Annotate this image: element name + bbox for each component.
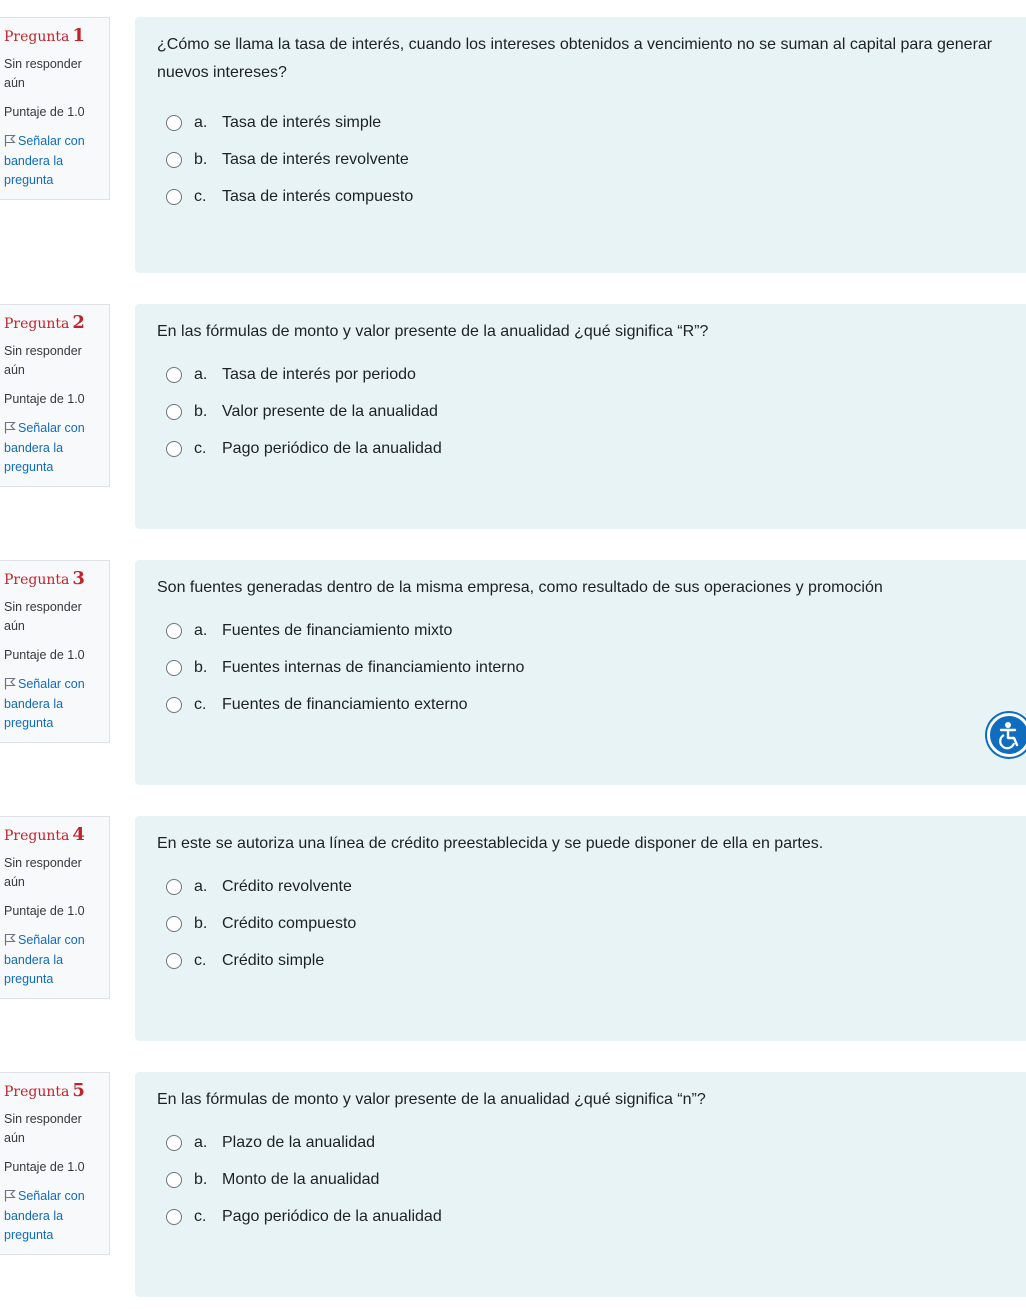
question-info: [0, 560, 110, 743]
question-number: 5: [72, 1080, 85, 1101]
flag-question-link[interactable]: Señalar con bandera la pregunta: [4, 134, 85, 187]
radio-button[interactable]: [166, 879, 182, 895]
radio-button[interactable]: [166, 367, 182, 383]
question-info: [0, 1072, 110, 1255]
answer-option-c[interactable]: c. Pago periódico de la anualidad: [166, 438, 1016, 475]
question-info: [0, 17, 110, 200]
question-state: Sin responder aún: [4, 600, 82, 633]
flag-question-link[interactable]: Señalar con bandera la pregunta: [4, 1189, 85, 1242]
question-title: Pregunta 2: [4, 312, 85, 333]
question-number: 1: [72, 25, 85, 46]
answer-option-a[interactable]: a. Tasa de interés simple: [166, 112, 1016, 149]
radio-button[interactable]: [166, 189, 182, 205]
radio-button[interactable]: [166, 623, 182, 639]
answer-option-b[interactable]: b. Fuentes internas de financiamiento interno: [166, 657, 1016, 694]
answer-option-a[interactable]: a. Plazo de la anualidad: [166, 1132, 1016, 1169]
answer-list: [166, 112, 1016, 223]
question-content: [135, 560, 1026, 785]
radio-button[interactable]: [166, 404, 182, 420]
question-title: Pregunta 5: [4, 1080, 85, 1101]
flag-question-link[interactable]: Señalar con bandera la pregunta: [4, 933, 85, 986]
question-content: [135, 816, 1026, 1041]
question-info: [0, 816, 110, 999]
answer-list: [166, 364, 1016, 475]
question-content: [135, 304, 1026, 529]
question-state: Sin responder aún: [4, 344, 82, 377]
question-content: [135, 1072, 1026, 1297]
question-title: Pregunta 4: [4, 824, 85, 845]
radio-button[interactable]: [166, 441, 182, 457]
answer-option-b[interactable]: b. Crédito compuesto: [166, 913, 1016, 950]
question-number: 4: [72, 824, 85, 845]
answer-option-b[interactable]: b. Monto de la anualidad: [166, 1169, 1016, 1206]
answer-option-a[interactable]: a. Tasa de interés por periodo: [166, 364, 1016, 401]
question-text: En este se autoriza una línea de crédito preestablecida y se puede disponer de ella en partes.: [157, 835, 824, 852]
question-content: [135, 17, 1026, 273]
answer-option-c[interactable]: c. Crédito simple: [166, 950, 1016, 987]
answer-option-c[interactable]: c. Tasa de interés compuesto: [166, 186, 1016, 223]
flag-icon: [4, 134, 16, 147]
flag-icon: [4, 421, 16, 434]
question-number: 2: [72, 312, 85, 333]
question-text: En las fórmulas de monto y valor presente de la anualidad ¿qué significa “R”?: [157, 323, 709, 340]
radio-button[interactable]: [166, 1135, 182, 1151]
question-info: [0, 304, 110, 487]
question-state: Sin responder aún: [4, 856, 82, 889]
answer-option-c[interactable]: c. Pago periódico de la anualidad: [166, 1206, 1016, 1243]
radio-button[interactable]: [166, 115, 182, 131]
question-grade: Puntaje de 1.0: [4, 648, 85, 662]
answer-option-b[interactable]: b. Tasa de interés revolvente: [166, 149, 1016, 186]
radio-button[interactable]: [166, 660, 182, 676]
answer-list: [166, 1132, 1016, 1243]
flag-icon: [4, 933, 16, 946]
accessibility-icon: [990, 716, 1026, 754]
accessibility-button[interactable]: [987, 713, 1026, 757]
answer-option-a[interactable]: a. Fuentes de financiamiento mixto: [166, 620, 1016, 657]
question-grade: Puntaje de 1.0: [4, 105, 85, 119]
question-grade: Puntaje de 1.0: [4, 392, 85, 406]
flag-icon: [4, 677, 16, 690]
flag-question-link[interactable]: Señalar con bandera la pregunta: [4, 677, 85, 730]
answer-list: [166, 620, 1016, 731]
radio-button[interactable]: [166, 1209, 182, 1225]
flag-icon: [4, 1189, 16, 1202]
radio-button[interactable]: [166, 953, 182, 969]
answer-option-b[interactable]: b. Valor presente de la anualidad: [166, 401, 1016, 438]
answer-option-c[interactable]: c. Fuentes de financiamiento externo: [166, 694, 1016, 731]
radio-button[interactable]: [166, 152, 182, 168]
question-state: Sin responder aún: [4, 1112, 82, 1145]
answer-list: [166, 876, 1016, 987]
answer-option-a[interactable]: a. Crédito revolvente: [166, 876, 1016, 913]
flag-question-link[interactable]: Señalar con bandera la pregunta: [4, 421, 85, 474]
radio-button[interactable]: [166, 1172, 182, 1188]
question-text: En las fórmulas de monto y valor presente de la anualidad ¿qué significa “n”?: [157, 1091, 706, 1108]
question-text: Son fuentes generadas dentro de la misma empresa, como resultado de sus operaciones y promoción: [157, 579, 883, 596]
question-grade: Puntaje de 1.0: [4, 1160, 85, 1174]
radio-button[interactable]: [166, 697, 182, 713]
question-grade: Puntaje de 1.0: [4, 904, 85, 918]
question-text: ¿Cómo se llama la tasa de interés, cuando los intereses obtenidos a vencimiento no se suman al capital para generar nuevos intereses?: [157, 36, 993, 81]
question-number: 3: [72, 568, 85, 589]
question-state: Sin responder aún: [4, 57, 82, 90]
question-title: Pregunta 3: [4, 568, 85, 589]
question-title: Pregunta 1: [4, 25, 85, 46]
radio-button[interactable]: [166, 916, 182, 932]
